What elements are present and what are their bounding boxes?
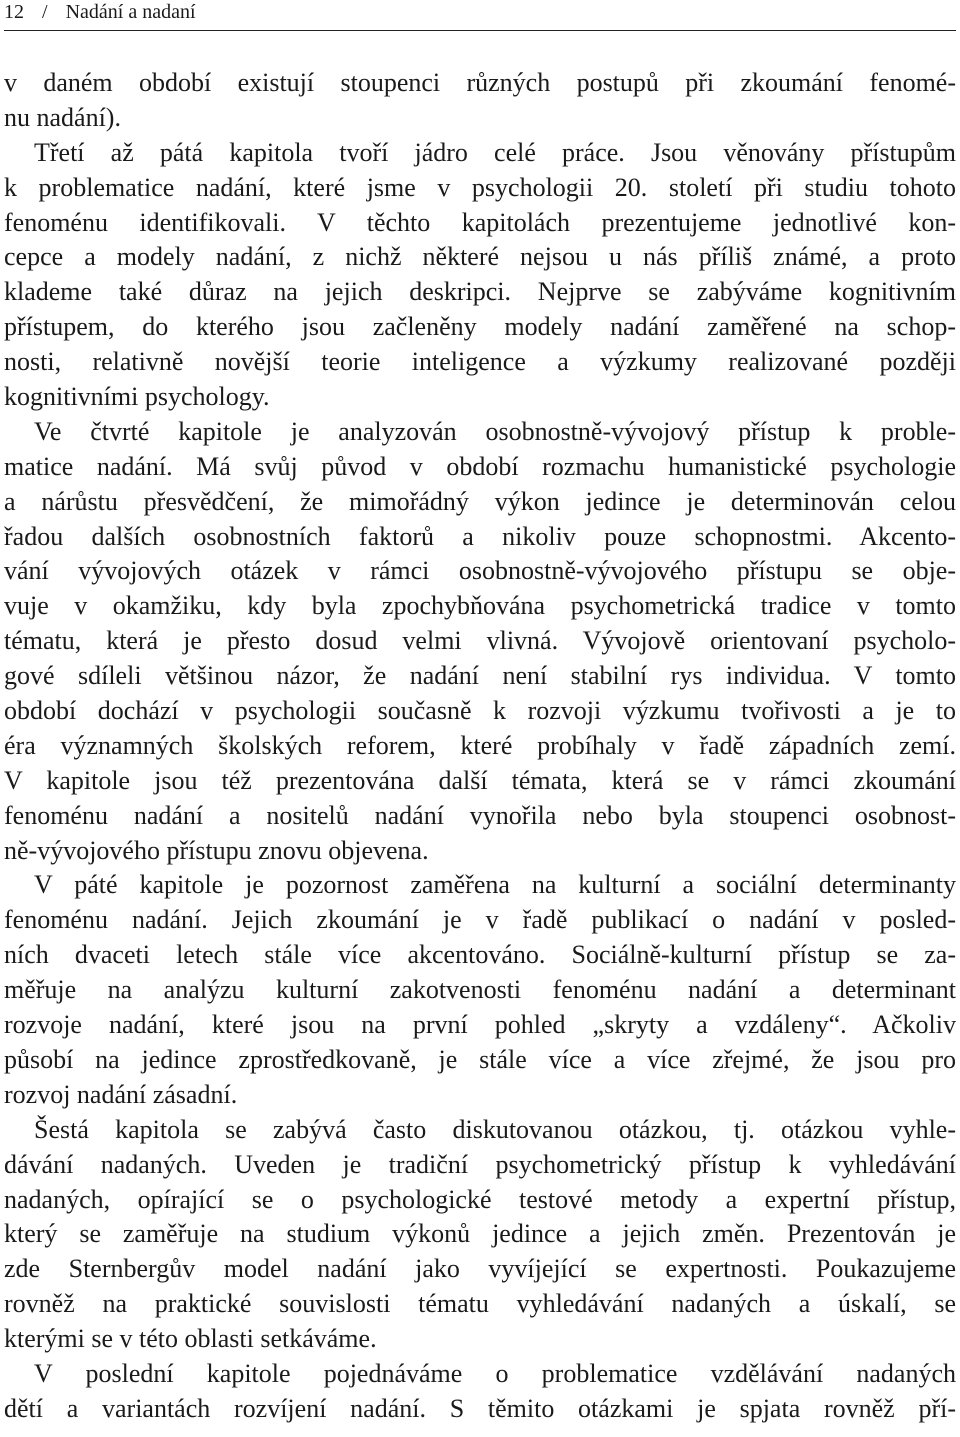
text-line: Ve čtvrté kapitole je analyzován osobnostně-vývojový přístup k proble- xyxy=(34,416,956,446)
text-line: V poslední kapitole pojednáváme o problematice vzdělávání nadaných xyxy=(34,1358,956,1388)
text-line: fenoménu identifikovali. V těchto kapitolách prezentujeme jednotlivé kon- xyxy=(4,207,956,237)
text-line: v daném období existují stoupenci různých postupů při zkoumání fenomé- xyxy=(4,68,956,97)
text-line: kterými se v této oblasti setkáváme. xyxy=(4,1324,377,1354)
running-title: Nadání a nadaní xyxy=(65,1,196,23)
text-line: dětí a variantách rozvíjení nadání. S těmito otázkami je spjata rovněž pří- xyxy=(4,1393,956,1423)
text-line: měřuje na analýzu kulturní zakotvenosti fenoménu nadání a determinant xyxy=(4,975,956,1005)
text-line: tématu, která je přesto dosud velmi vlivná. Vývojově orientovaní psycholo- xyxy=(4,626,956,656)
text-line: éra významných školských reforem, které probíhaly v řadě západních zemí. xyxy=(4,730,956,760)
text-line: ních dvaceti letech stále více akcentováno. Sociálně-kulturní přístup se za- xyxy=(4,940,956,970)
header-separator: / xyxy=(42,1,48,23)
text-line: řadou dalších osobnostních faktorů a nikoliv pouze schopnostmi. Akcento- xyxy=(4,521,956,551)
text-line: V páté kapitole je pozornost zaměřena na kulturní a sociální determinanty xyxy=(34,870,956,900)
text-line: Šestá kapitola se zabývá často diskutovanou otázkou, tj. otázkou vyhle- xyxy=(34,1114,956,1144)
text-line: rovněž na praktické souvislosti tématu vyhledávání nadaných a úskalí, se xyxy=(4,1289,956,1319)
text-line: klademe také důraz na jejich deskripci. Nejprve se zabýváme kognitivním xyxy=(4,277,956,307)
page-number: 12 xyxy=(4,1,24,23)
text-line: V kapitole jsou též prezentována další témata, která se v rámci zkoumání xyxy=(4,765,956,795)
text-line: který se zaměřuje na studium výkonů jedince a jejich změn. Prezentován je xyxy=(4,1219,956,1249)
text-line: matice nadání. Má svůj původ v období rozmachu humanistické psychologie xyxy=(4,451,956,481)
text-line: přístupem, do kterého jsou začleněny modely nadání zaměřené na schop- xyxy=(4,312,956,342)
text-line: k problematice nadání, které jsme v psychologii 20. století při studiu tohoto xyxy=(4,172,956,202)
text-line: gové sdíleli většinou názor, že nadání není stabilní rys individua. V tomto xyxy=(4,661,956,691)
text-line: Třetí až pátá kapitola tvoří jádro celé práce. Jsou věnovány přístupům xyxy=(34,137,956,167)
text-line: nadaných, opírající se o psychologické testové metody a expertní přístup, xyxy=(4,1184,956,1214)
text-line: zde Sternbergův model nadání jako vyvíjející se expertnosti. Poukazujeme xyxy=(4,1254,956,1284)
text-line: ně-vývojového přístupu znovu objevena. xyxy=(4,835,429,865)
text-line: rozvoje nadání, které jsou na první pohled „skryty a vzdáleny“. Ačkoliv xyxy=(4,1010,956,1040)
text-line: nu nadání). xyxy=(4,102,121,132)
text-line: kognitivními psychology. xyxy=(4,382,270,412)
text-line: vuje v okamžiku, kdy byla zpochybňována psychometrická tradice v tomto xyxy=(4,591,956,621)
text-line: období dochází v psychologii současně k rozvoji výzkumu tvořivosti a je to xyxy=(4,696,956,726)
text-line: cepce a modely nadání, z nichž některé nejsou u nás příliš známé, a proto xyxy=(4,242,956,272)
text-line: fenoménu nadání a nositelů nadání vynořila nebo byla stoupenci osobnost- xyxy=(4,800,956,830)
text-line: dávání nadaných. Uveden je tradiční psychometrický přístup k vyhledávání xyxy=(4,1149,956,1179)
text-line: fenoménu nadání. Jejich zkoumání je v řadě publikací o nadání v posled- xyxy=(4,905,956,935)
text-line: vání vývojových otázek v rámci osobnostně-vývojového přístupu se obje- xyxy=(4,556,956,586)
text-line: rozvoj nadání zásadní. xyxy=(4,1079,238,1109)
text-line: působí na jedince zprostředkovaně, je stále více a více zřejmé, že jsou pro xyxy=(4,1044,956,1074)
text-line: nosti, relativně novější teorie inteligence a výzkumy realizované později xyxy=(4,347,956,377)
running-header xyxy=(4,0,956,31)
body-text xyxy=(4,66,956,1427)
text-line: a nárůstu přesvědčení, že mimořádný výkon jedince je determinován celou xyxy=(4,486,956,516)
